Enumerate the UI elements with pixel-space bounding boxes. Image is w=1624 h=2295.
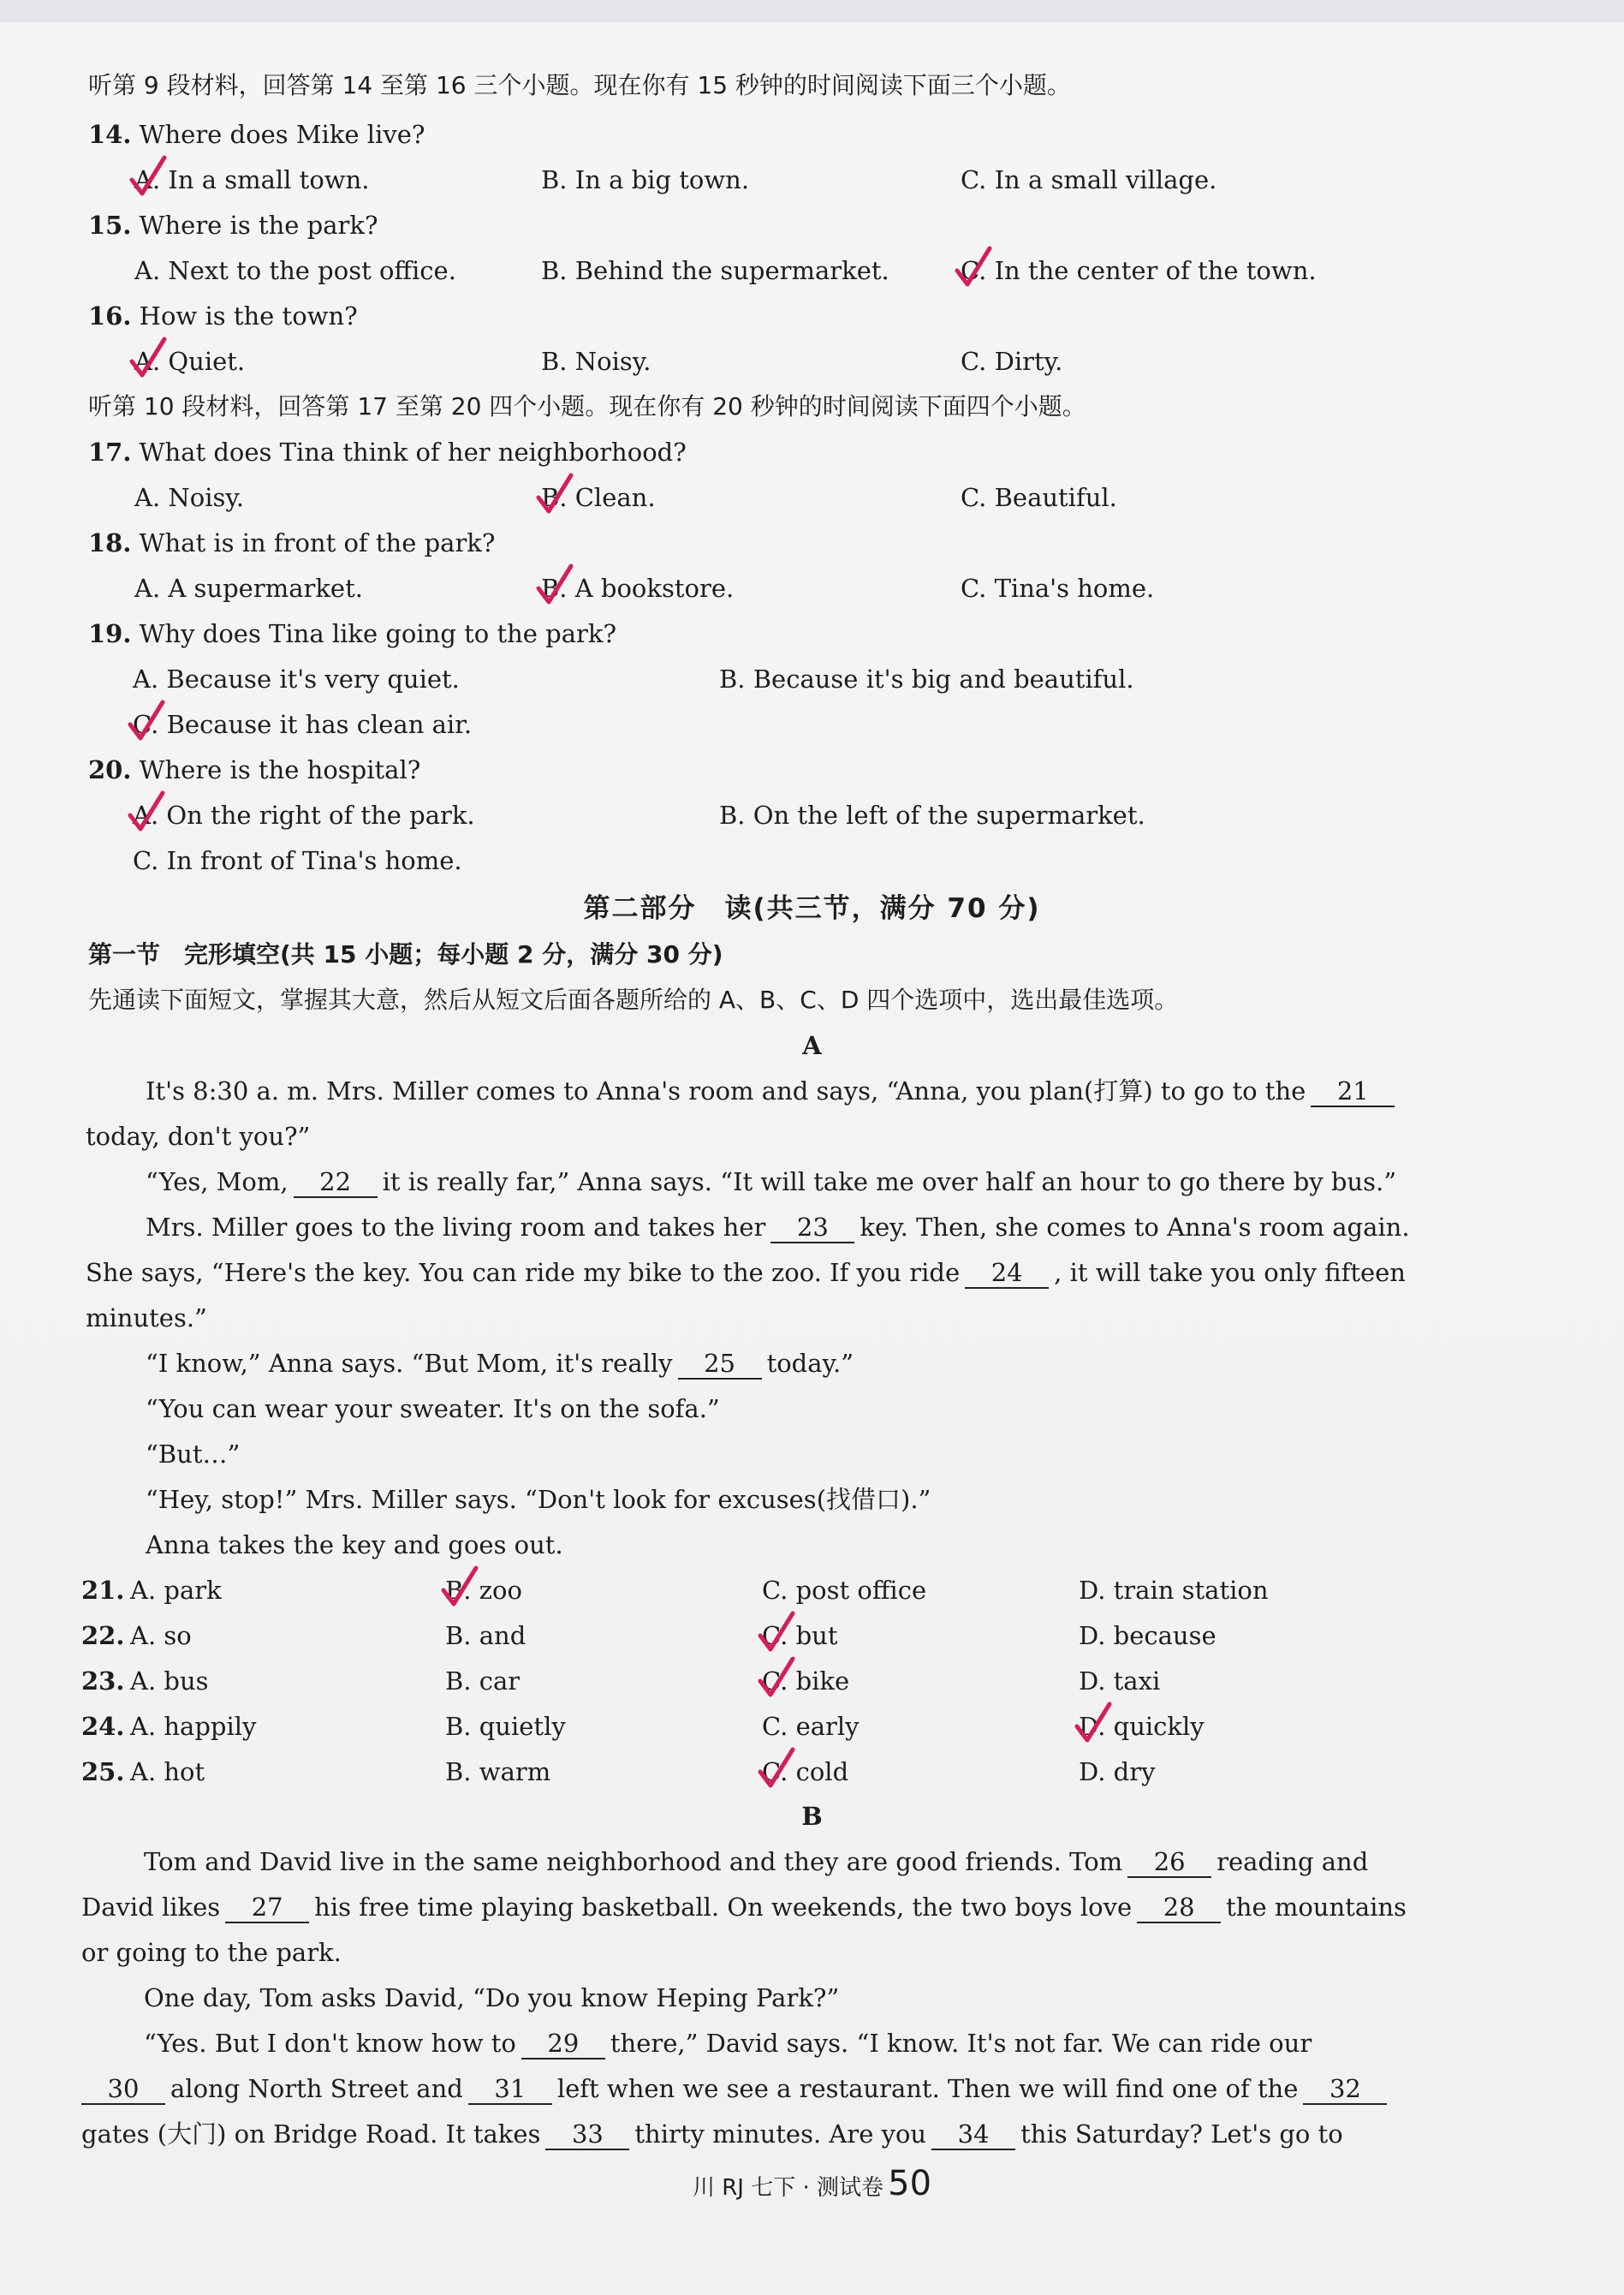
section9-instruction: 听第 9 段材料，回答第 14 至第 16 三个小题。现在你有 15 秒钟的时间阅读下面三个小题。 bbox=[88, 71, 1071, 99]
passage-a-line-1: It's 8:30 a. m. Mrs. Miller comes to Anna's room and says, “Anna, you plan(打算) to go to the 21 bbox=[146, 1074, 1400, 1108]
blank-22: 22 bbox=[294, 1167, 378, 1198]
passage-a-line-4: Mrs. Miller goes to the living room and takes her 23 key. Then, she comes to Anna's room again. bbox=[146, 1213, 1410, 1242]
check-mark-icon bbox=[127, 699, 166, 745]
q14-option-c: C. In a small village. bbox=[961, 165, 1217, 194]
passage-b-line-5: “Yes. But I don't know how to 29 there,” David says. “I know. It's not far. We can ride our bbox=[144, 2029, 1312, 2058]
passage-b-line-3: or going to the park. bbox=[81, 1938, 342, 1967]
check-mark-icon bbox=[128, 336, 168, 382]
check-mark-icon bbox=[128, 154, 168, 200]
q15-option-a: A. Next to the post office. bbox=[134, 256, 456, 285]
blank-25: 25 bbox=[678, 1349, 762, 1380]
passage-a-line-3: “Yes, Mom, 22 it is really far,” Anna says. “It will take me over half an hour to go there by bus.” bbox=[146, 1167, 1397, 1196]
blank-23: 23 bbox=[770, 1213, 854, 1243]
q19-option-a: A. Because it's very quiet. bbox=[133, 665, 460, 694]
choice-23-b: B. car bbox=[445, 1666, 521, 1696]
check-mark-icon bbox=[535, 563, 574, 609]
q17-option-c: C. Beautiful. bbox=[961, 483, 1117, 512]
blank-31: 31 bbox=[468, 2074, 552, 2105]
question-18: 18. What is in front of the park? bbox=[88, 528, 496, 557]
choice-21-num: 21. bbox=[81, 1576, 125, 1605]
q18-option-b: B. A bookstore. bbox=[541, 574, 735, 603]
page-footer bbox=[0, 2162, 1624, 2212]
passage-a-line-10: “Hey, stop!” Mrs. Miller says. “Don't look for excuses(找借口).” bbox=[146, 1485, 931, 1514]
page-number: 50 bbox=[888, 2164, 932, 2203]
passage-a-line-6: minutes.” bbox=[86, 1303, 207, 1332]
choice-22-d: D. because bbox=[1079, 1621, 1217, 1650]
cloze-instruction: 先通读下面短文，掌握其大意，然后从短文后面各题所给的 A、B、C、D 四个选项中，选出最佳选项。 bbox=[88, 986, 1179, 1014]
choice-23-a: A. bus bbox=[130, 1666, 209, 1696]
blank-24: 24 bbox=[965, 1258, 1049, 1289]
blank-33: 33 bbox=[545, 2119, 629, 2150]
choice-21-a: A. park bbox=[130, 1576, 222, 1605]
choice-21-c: C. post office bbox=[762, 1576, 927, 1605]
check-mark-icon bbox=[535, 472, 574, 518]
passage-b-line-6: 30 along North Street and 31 left when we see a restaurant. Then we will find one of the 32 bbox=[81, 2071, 1392, 2106]
q15-option-c: C. In the center of the town. bbox=[961, 256, 1317, 285]
passage-a-label: A bbox=[802, 1031, 822, 1060]
choice-24-num: 24. bbox=[81, 1712, 125, 1741]
choice-24-b: B. quietly bbox=[445, 1712, 566, 1741]
check-mark-icon bbox=[127, 790, 166, 836]
question-20: 20. Where is the hospital? bbox=[88, 755, 421, 784]
passage-a-line-9: “But…” bbox=[146, 1440, 241, 1469]
q19-option-c: C. Because it has clean air. bbox=[133, 710, 473, 739]
blank-27: 27 bbox=[225, 1893, 309, 1923]
choice-24-d: D. quickly bbox=[1079, 1712, 1205, 1741]
q17-option-a: A. Noisy. bbox=[134, 483, 245, 512]
choice-21-d: D. train station bbox=[1079, 1576, 1269, 1605]
scan-top-edge bbox=[0, 0, 1624, 22]
section1-title: 第一节 完形填空(共 15 小题；每小题 2 分，满分 30 分) bbox=[88, 940, 723, 969]
choice-24-c: C. early bbox=[762, 1712, 860, 1741]
blank-28: 28 bbox=[1137, 1893, 1221, 1923]
q18-option-a: A. A supermarket. bbox=[134, 574, 363, 603]
check-mark-icon bbox=[757, 1655, 796, 1702]
question-15: 15. Where is the park? bbox=[88, 211, 378, 240]
check-mark-icon bbox=[757, 1746, 796, 1792]
choice-25-b: B. warm bbox=[445, 1757, 551, 1786]
q16-option-b: B. Noisy. bbox=[541, 347, 651, 376]
blank-30: 30 bbox=[81, 2074, 165, 2105]
check-mark-icon bbox=[954, 245, 993, 291]
choice-21-b: B. zoo bbox=[445, 1576, 522, 1605]
passage-b-line-4: One day, Tom asks David, “Do you know Heping Park?” bbox=[144, 1983, 840, 2012]
q20-option-a: A. On the right of the park. bbox=[133, 801, 475, 830]
passage-b-line-2: David likes 27 his free time playing basketball. On weekends, the two boys love 28 the mountains bbox=[81, 1893, 1407, 1922]
q17-option-b: B. Clean. bbox=[541, 483, 656, 512]
passage-a-line-7: “I know,” Anna says. “But Mom, it's really 25 today.” bbox=[146, 1349, 854, 1378]
blank-32: 32 bbox=[1303, 2074, 1387, 2105]
choice-23-d: D. taxi bbox=[1079, 1666, 1161, 1696]
choice-25-c: C. cold bbox=[762, 1757, 849, 1786]
passage-a-line-2: today, don't you?” bbox=[86, 1122, 311, 1151]
q16-option-a: A. Quiet. bbox=[134, 347, 246, 376]
passage-a-line-11: Anna takes the key and goes out. bbox=[146, 1530, 563, 1559]
blank-21: 21 bbox=[1311, 1076, 1395, 1107]
choice-25-num: 25. bbox=[81, 1757, 125, 1786]
passage-b-line-1: Tom and David live in the same neighborhood and they are good friends. Tom 26 reading and bbox=[144, 1847, 1369, 1876]
part2-title: 第二部分 读(共三节，满分 70 分) bbox=[583, 893, 1041, 924]
question-19: 19. Why does Tina like going to the park? bbox=[88, 619, 616, 648]
blank-26: 26 bbox=[1127, 1847, 1211, 1878]
q20-option-c: C. In front of Tina's home. bbox=[133, 846, 462, 875]
question-17: 17. What does Tina think of her neighborhood? bbox=[88, 438, 687, 467]
choice-22-a: A. so bbox=[130, 1621, 192, 1650]
blank-34: 34 bbox=[931, 2119, 1015, 2150]
check-mark-icon bbox=[757, 1610, 796, 1656]
question-16: 16. How is the town? bbox=[88, 301, 358, 331]
q15-option-b: B. Behind the supermarket. bbox=[541, 256, 889, 285]
footer-label: 川 RJ 七下 · 测试卷 bbox=[692, 2175, 884, 2201]
q18-option-c: C. Tina's home. bbox=[961, 574, 1155, 603]
choice-23-c: C. bike bbox=[762, 1666, 850, 1696]
blank-29: 29 bbox=[521, 2029, 605, 2060]
section10-instruction: 听第 10 段材料，回答第 17 至第 20 四个小题。现在你有 20 秒钟的时间阅读下面四个小题。 bbox=[88, 392, 1086, 420]
choice-25-a: A. hot bbox=[130, 1757, 205, 1786]
question-14: 14. Where does Mike live? bbox=[88, 120, 425, 149]
choice-25-d: D. dry bbox=[1079, 1757, 1156, 1786]
passage-a-line-5: She says, “Here's the key. You can ride my bike to the zoo. If you ride 24 , it will take you only fifteen bbox=[86, 1258, 1406, 1287]
choice-23-num: 23. bbox=[81, 1666, 125, 1696]
q16-option-c: C. Dirty. bbox=[961, 347, 1063, 376]
q19-option-b: B. Because it's big and beautiful. bbox=[719, 665, 1134, 694]
choice-22-b: B. and bbox=[445, 1621, 526, 1650]
passage-a-line-8: “You can wear your sweater. It's on the sofa.” bbox=[146, 1394, 720, 1423]
check-mark-icon bbox=[1074, 1701, 1113, 1747]
choice-22-num: 22. bbox=[81, 1621, 125, 1650]
q14-option-a: A. In a small town. bbox=[134, 165, 370, 194]
q14-option-b: B. In a big town. bbox=[541, 165, 750, 194]
choice-24-a: A. happily bbox=[130, 1712, 257, 1741]
q20-option-b: B. On the left of the supermarket. bbox=[719, 801, 1145, 830]
check-mark-icon bbox=[440, 1565, 479, 1611]
passage-b-line-7: gates (大门) on Bridge Road. It takes 33 thirty minutes. Are you 34 this Saturday? Let's go to bbox=[81, 2119, 1343, 2149]
passage-b-label: B bbox=[801, 1802, 823, 1831]
choice-22-c: C. but bbox=[762, 1621, 838, 1650]
